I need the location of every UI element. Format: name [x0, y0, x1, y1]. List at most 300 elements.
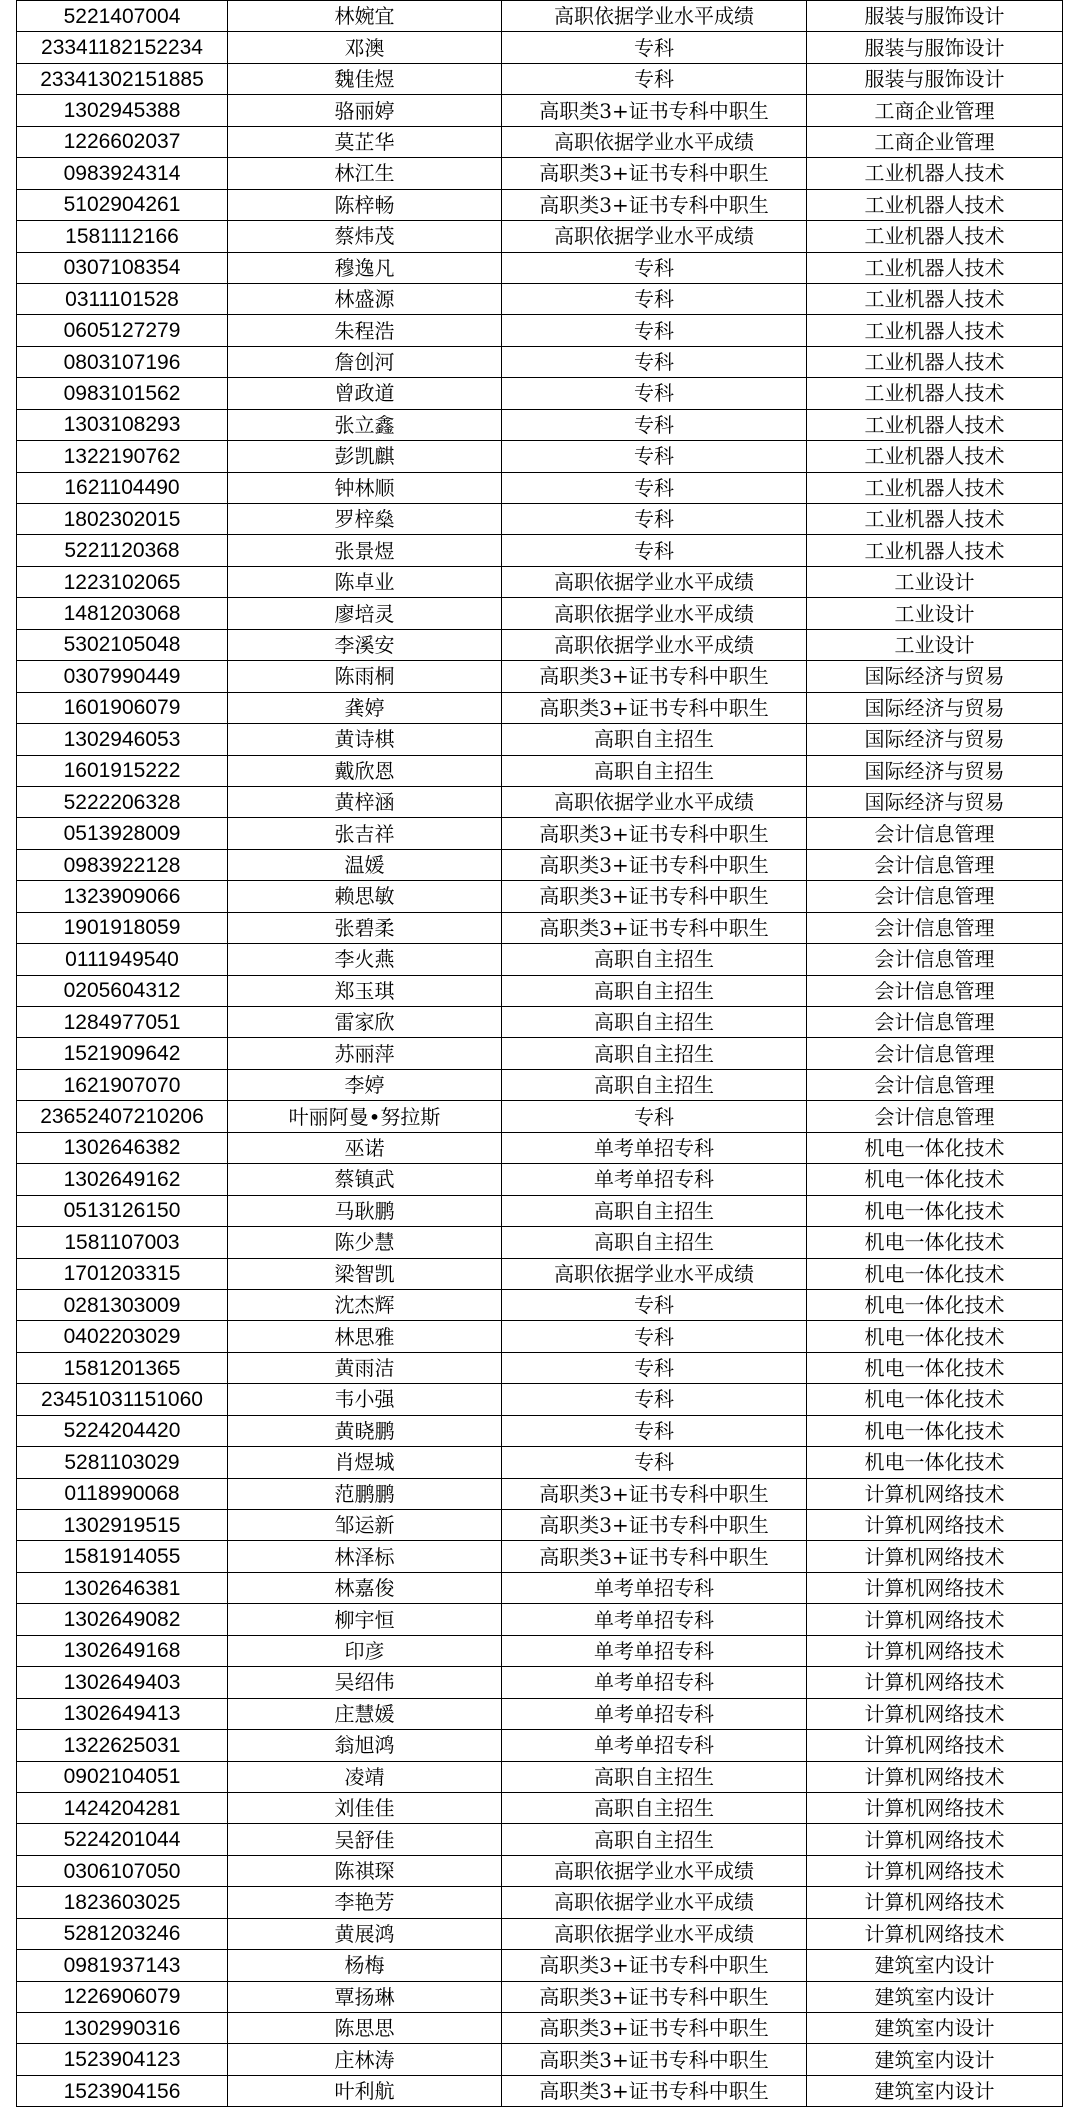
candidate-id-cell: 1302649413	[17, 1698, 228, 1729]
major-cell: 计算机网络技术	[807, 1855, 1063, 1886]
student-name-cell: 巫诺	[228, 1132, 502, 1163]
admission-type-cell: 高职类3+证书专科中职生	[502, 2044, 807, 2075]
admission-type-cell: 专科	[502, 409, 807, 440]
admission-type-cell: 高职依据学业水平成绩	[502, 1855, 807, 1886]
admission-type-cell: 高职自主招生	[502, 1761, 807, 1792]
admission-type-cell: 单考单招专科	[502, 1635, 807, 1666]
major-cell: 工业机器人技术	[807, 441, 1063, 472]
student-name-cell: 陈梓畅	[228, 189, 502, 220]
table-row	[17, 1258, 1063, 1289]
admission-type-cell: 专科	[502, 1415, 807, 1446]
admission-type-cell: 高职类3+证书专科中职生	[502, 1478, 807, 1509]
major-cell: 计算机网络技术	[807, 1698, 1063, 1729]
student-name-cell: 林盛源	[228, 283, 502, 314]
student-name-cell: 覃扬琳	[228, 1981, 502, 2012]
student-name-cell: 梁智凯	[228, 1258, 502, 1289]
table-row	[17, 1227, 1063, 1258]
admission-type-cell: 高职自主招生	[502, 1227, 807, 1258]
admission-type-cell: 专科	[502, 504, 807, 535]
admission-type-cell: 专科	[502, 378, 807, 409]
admission-type-cell: 高职类3+证书专科中职生	[502, 158, 807, 189]
table-row	[17, 189, 1063, 220]
candidate-id-cell: 5224201044	[17, 1824, 228, 1855]
student-name-cell: 彭凯麒	[228, 441, 502, 472]
candidate-id-cell: 5224204420	[17, 1415, 228, 1446]
candidate-id-cell: 1303108293	[17, 409, 228, 440]
table-row	[17, 849, 1063, 880]
major-cell: 机电一体化技术	[807, 1289, 1063, 1320]
major-cell: 机电一体化技术	[807, 1415, 1063, 1446]
admission-type-cell: 高职依据学业水平成绩	[502, 1, 807, 32]
admission-type-cell: 专科	[502, 283, 807, 314]
major-cell: 计算机网络技术	[807, 1541, 1063, 1572]
student-name-cell: 陈祺琛	[228, 1855, 502, 1886]
admission-type-cell: 高职依据学业水平成绩	[502, 1887, 807, 1918]
candidate-id-cell: 1523904123	[17, 2044, 228, 2075]
candidate-id-cell: 1523904156	[17, 2075, 228, 2106]
candidate-id-cell: 5221120368	[17, 535, 228, 566]
admission-type-cell: 高职依据学业水平成绩	[502, 598, 807, 629]
student-name-cell: 李火燕	[228, 944, 502, 975]
admission-type-cell: 专科	[502, 1352, 807, 1383]
student-name-cell: 凌靖	[228, 1761, 502, 1792]
candidate-id-cell: 1521909642	[17, 1038, 228, 1069]
student-name-cell: 陈卓业	[228, 566, 502, 597]
admission-type-cell: 高职自主招生	[502, 1824, 807, 1855]
table-row	[17, 252, 1063, 283]
table-row	[17, 1541, 1063, 1572]
admission-type-cell: 专科	[502, 472, 807, 503]
candidate-id-cell: 5302105048	[17, 629, 228, 660]
student-name-cell: 蔡镇武	[228, 1164, 502, 1195]
student-name-cell: 张吉祥	[228, 818, 502, 849]
major-cell: 国际经济与贸易	[807, 724, 1063, 755]
candidate-id-cell: 1302649403	[17, 1667, 228, 1698]
admission-type-cell: 高职依据学业水平成绩	[502, 786, 807, 817]
admission-type-cell: 高职自主招生	[502, 1007, 807, 1038]
candidate-id-cell: 1481203068	[17, 598, 228, 629]
table-row	[17, 1321, 1063, 1352]
table-row	[17, 818, 1063, 849]
major-cell: 计算机网络技术	[807, 1572, 1063, 1603]
table-row	[17, 1, 1063, 32]
candidate-id-cell: 1226906079	[17, 1981, 228, 2012]
major-cell: 会计信息管理	[807, 1101, 1063, 1132]
candidate-id-cell: 1823603025	[17, 1887, 228, 1918]
candidate-id-cell: 1581201365	[17, 1352, 228, 1383]
admission-type-cell: 单考单招专科	[502, 1667, 807, 1698]
admission-type-cell: 高职自主招生	[502, 1792, 807, 1823]
student-name-cell: 庄慧媛	[228, 1698, 502, 1729]
candidate-id-cell: 0983101562	[17, 378, 228, 409]
student-name-cell: 魏佳煜	[228, 63, 502, 94]
admission-type-cell: 高职自主招生	[502, 944, 807, 975]
student-name-cell: 肖煜城	[228, 1447, 502, 1478]
candidate-id-cell: 1226602037	[17, 126, 228, 157]
student-name-cell: 蔡炜茂	[228, 221, 502, 252]
admission-type-cell: 高职依据学业水平成绩	[502, 1918, 807, 1949]
major-cell: 建筑室内设计	[807, 2044, 1063, 2075]
admission-type-cell: 高职自主招生	[502, 975, 807, 1006]
student-name-cell: 林泽标	[228, 1541, 502, 1572]
table-row	[17, 63, 1063, 94]
major-cell: 计算机网络技术	[807, 1604, 1063, 1635]
major-cell: 机电一体化技术	[807, 1164, 1063, 1195]
admission-type-cell: 高职类3+证书专科中职生	[502, 2075, 807, 2106]
student-name-cell: 叶丽阿曼•努拉斯	[228, 1101, 502, 1132]
candidate-id-cell: 1302945388	[17, 95, 228, 126]
student-name-cell: 张景煜	[228, 535, 502, 566]
admission-type-cell: 高职自主招生	[502, 724, 807, 755]
admission-type-cell: 高职类3+证书专科中职生	[502, 881, 807, 912]
student-name-cell: 马耿鹏	[228, 1195, 502, 1226]
candidate-id-cell: 1302649162	[17, 1164, 228, 1195]
admission-type-cell: 高职自主招生	[502, 1069, 807, 1100]
table-row	[17, 1918, 1063, 1949]
admission-type-cell: 高职类3+证书专科中职生	[502, 661, 807, 692]
admission-type-cell: 高职依据学业水平成绩	[502, 1258, 807, 1289]
admission-type-cell: 高职类3+证书专科中职生	[502, 912, 807, 943]
candidate-id-cell: 0118990068	[17, 1478, 228, 1509]
admission-type-cell: 高职类3+证书专科中职生	[502, 1981, 807, 2012]
candidate-id-cell: 1601906079	[17, 692, 228, 723]
student-name-cell: 林江生	[228, 158, 502, 189]
major-cell: 会计信息管理	[807, 975, 1063, 1006]
student-name-cell: 吴舒佳	[228, 1824, 502, 1855]
student-name-cell: 邹运新	[228, 1510, 502, 1541]
table-row	[17, 2044, 1063, 2075]
major-cell: 机电一体化技术	[807, 1321, 1063, 1352]
major-cell: 工业设计	[807, 598, 1063, 629]
student-name-cell: 黄晓鹏	[228, 1415, 502, 1446]
candidate-id-cell: 5281103029	[17, 1447, 228, 1478]
major-cell: 会计信息管理	[807, 912, 1063, 943]
admission-type-cell: 高职类3+证书专科中职生	[502, 189, 807, 220]
student-name-cell: 杨梅	[228, 1950, 502, 1981]
candidate-id-cell: 1581107003	[17, 1227, 228, 1258]
table-row	[17, 881, 1063, 912]
student-name-cell: 吴绍伟	[228, 1667, 502, 1698]
table-row	[17, 1384, 1063, 1415]
major-cell: 会计信息管理	[807, 1007, 1063, 1038]
candidate-id-cell: 1223102065	[17, 566, 228, 597]
major-cell: 工业机器人技术	[807, 315, 1063, 346]
major-cell: 会计信息管理	[807, 881, 1063, 912]
table-row	[17, 786, 1063, 817]
candidate-id-cell: 23341182152234	[17, 32, 228, 63]
major-cell: 机电一体化技术	[807, 1227, 1063, 1258]
admission-type-cell: 高职自主招生	[502, 1195, 807, 1226]
admission-type-cell: 专科	[502, 252, 807, 283]
table-row	[17, 1007, 1063, 1038]
admission-type-cell: 高职自主招生	[502, 755, 807, 786]
admission-type-cell: 单考单招专科	[502, 1132, 807, 1163]
admission-type-cell: 专科	[502, 535, 807, 566]
student-name-cell: 戴欣恩	[228, 755, 502, 786]
admission-type-cell: 高职依据学业水平成绩	[502, 221, 807, 252]
candidate-id-cell: 0513126150	[17, 1195, 228, 1226]
student-name-cell: 钟林顺	[228, 472, 502, 503]
admission-type-cell: 单考单招专科	[502, 1164, 807, 1195]
admission-type-cell: 单考单招专科	[502, 1698, 807, 1729]
candidate-id-cell: 0983922128	[17, 849, 228, 880]
student-name-cell: 黄梓涵	[228, 786, 502, 817]
admission-type-cell: 专科	[502, 1384, 807, 1415]
major-cell: 机电一体化技术	[807, 1132, 1063, 1163]
admission-type-cell: 专科	[502, 1321, 807, 1352]
student-name-cell: 韦小强	[228, 1384, 502, 1415]
student-name-cell: 李艳芳	[228, 1887, 502, 1918]
table-row	[17, 1352, 1063, 1383]
candidate-id-cell: 5221407004	[17, 1, 228, 32]
candidate-id-cell: 1424204281	[17, 1792, 228, 1823]
student-name-cell: 龚婷	[228, 692, 502, 723]
major-cell: 机电一体化技术	[807, 1447, 1063, 1478]
table-row	[17, 912, 1063, 943]
admission-type-cell: 高职类3+证书专科中职生	[502, 849, 807, 880]
table-row	[17, 2013, 1063, 2044]
major-cell: 机电一体化技术	[807, 1352, 1063, 1383]
table-row	[17, 1730, 1063, 1761]
student-name-cell: 莫芷华	[228, 126, 502, 157]
table-row	[17, 1478, 1063, 1509]
candidate-id-cell: 0306107050	[17, 1855, 228, 1886]
major-cell: 工业设计	[807, 566, 1063, 597]
major-cell: 服装与服饰设计	[807, 32, 1063, 63]
table-row	[17, 2075, 1063, 2106]
student-name-cell: 廖培灵	[228, 598, 502, 629]
table-row	[17, 1761, 1063, 1792]
table-row	[17, 692, 1063, 723]
candidate-id-cell: 5222206328	[17, 786, 228, 817]
table-row	[17, 1510, 1063, 1541]
major-cell: 工商企业管理	[807, 95, 1063, 126]
student-name-cell: 骆丽婷	[228, 95, 502, 126]
student-name-cell: 苏丽萍	[228, 1038, 502, 1069]
major-cell: 建筑室内设计	[807, 2013, 1063, 2044]
table-row	[17, 95, 1063, 126]
table-row	[17, 661, 1063, 692]
major-cell: 工业设计	[807, 629, 1063, 660]
candidate-id-cell: 1701203315	[17, 1258, 228, 1289]
candidate-id-cell: 1302946053	[17, 724, 228, 755]
admission-list-body	[17, 1, 1063, 2107]
major-cell: 工业机器人技术	[807, 346, 1063, 377]
candidate-id-cell: 0307108354	[17, 252, 228, 283]
major-cell: 工业机器人技术	[807, 252, 1063, 283]
table-row	[17, 1855, 1063, 1886]
student-name-cell: 张立鑫	[228, 409, 502, 440]
table-row	[17, 1101, 1063, 1132]
student-name-cell: 林思雅	[228, 1321, 502, 1352]
major-cell: 国际经济与贸易	[807, 786, 1063, 817]
candidate-id-cell: 1601915222	[17, 755, 228, 786]
candidate-id-cell: 1323909066	[17, 881, 228, 912]
table-row	[17, 1069, 1063, 1100]
major-cell: 国际经济与贸易	[807, 661, 1063, 692]
admission-type-cell: 专科	[502, 1447, 807, 1478]
major-cell: 建筑室内设计	[807, 1950, 1063, 1981]
admission-type-cell: 高职类3+证书专科中职生	[502, 818, 807, 849]
major-cell: 计算机网络技术	[807, 1792, 1063, 1823]
table-row	[17, 1447, 1063, 1478]
major-cell: 服装与服饰设计	[807, 1, 1063, 32]
major-cell: 机电一体化技术	[807, 1195, 1063, 1226]
candidate-id-cell: 0111949540	[17, 944, 228, 975]
student-name-cell: 张碧柔	[228, 912, 502, 943]
major-cell: 工业机器人技术	[807, 158, 1063, 189]
table-row	[17, 32, 1063, 63]
major-cell: 工业机器人技术	[807, 472, 1063, 503]
admission-type-cell: 高职依据学业水平成绩	[502, 126, 807, 157]
candidate-id-cell: 23652407210206	[17, 1101, 228, 1132]
major-cell: 工业机器人技术	[807, 535, 1063, 566]
student-name-cell: 詹创河	[228, 346, 502, 377]
table-row	[17, 1572, 1063, 1603]
student-name-cell: 李婷	[228, 1069, 502, 1100]
table-row	[17, 566, 1063, 597]
table-row	[17, 755, 1063, 786]
candidate-id-cell: 0311101528	[17, 283, 228, 314]
major-cell: 计算机网络技术	[807, 1824, 1063, 1855]
candidate-id-cell: 0803107196	[17, 346, 228, 377]
candidate-id-cell: 1621907070	[17, 1069, 228, 1100]
candidate-id-cell: 0307990449	[17, 661, 228, 692]
student-name-cell: 林婉宜	[228, 1, 502, 32]
major-cell: 工业机器人技术	[807, 283, 1063, 314]
major-cell: 计算机网络技术	[807, 1918, 1063, 1949]
major-cell: 工业机器人技术	[807, 189, 1063, 220]
admission-type-cell: 高职自主招生	[502, 1038, 807, 1069]
admission-type-cell: 专科	[502, 1101, 807, 1132]
admission-type-cell: 单考单招专科	[502, 1604, 807, 1635]
major-cell: 工业机器人技术	[807, 378, 1063, 409]
candidate-id-cell: 1901918059	[17, 912, 228, 943]
table-row	[17, 283, 1063, 314]
admission-type-cell: 专科	[502, 441, 807, 472]
student-name-cell: 陈思思	[228, 2013, 502, 2044]
candidate-id-cell: 0402203029	[17, 1321, 228, 1352]
candidate-id-cell: 1802302015	[17, 504, 228, 535]
student-name-cell: 庄林涛	[228, 2044, 502, 2075]
table-row	[17, 409, 1063, 440]
table-row	[17, 1667, 1063, 1698]
admission-type-cell: 专科	[502, 63, 807, 94]
major-cell: 国际经济与贸易	[807, 755, 1063, 786]
admission-type-cell: 高职类3+证书专科中职生	[502, 1541, 807, 1572]
student-name-cell: 陈雨桐	[228, 661, 502, 692]
major-cell: 工业机器人技术	[807, 221, 1063, 252]
table-row	[17, 1981, 1063, 2012]
table-row	[17, 1604, 1063, 1635]
table-row	[17, 598, 1063, 629]
table-row	[17, 472, 1063, 503]
candidate-id-cell: 0513928009	[17, 818, 228, 849]
admission-type-cell: 专科	[502, 346, 807, 377]
table-row	[17, 535, 1063, 566]
major-cell: 工商企业管理	[807, 126, 1063, 157]
student-name-cell: 范鹏鹏	[228, 1478, 502, 1509]
table-row	[17, 724, 1063, 755]
major-cell: 计算机网络技术	[807, 1730, 1063, 1761]
major-cell: 会计信息管理	[807, 818, 1063, 849]
candidate-id-cell: 5281203246	[17, 1918, 228, 1949]
student-name-cell: 翁旭鸿	[228, 1730, 502, 1761]
candidate-id-cell: 1302919515	[17, 1510, 228, 1541]
table-row	[17, 1038, 1063, 1069]
admission-type-cell: 高职类3+证书专科中职生	[502, 1510, 807, 1541]
admission-type-cell: 专科	[502, 1289, 807, 1320]
candidate-id-cell: 0205604312	[17, 975, 228, 1006]
table-row	[17, 315, 1063, 346]
candidate-id-cell: 1322625031	[17, 1730, 228, 1761]
major-cell: 工业机器人技术	[807, 409, 1063, 440]
candidate-id-cell: 23341302151885	[17, 63, 228, 94]
table-row	[17, 441, 1063, 472]
student-name-cell: 朱程浩	[228, 315, 502, 346]
major-cell: 服装与服饰设计	[807, 63, 1063, 94]
major-cell: 会计信息管理	[807, 1069, 1063, 1100]
table-row	[17, 1164, 1063, 1195]
admission-type-cell: 高职依据学业水平成绩	[502, 566, 807, 597]
candidate-id-cell: 0281303009	[17, 1289, 228, 1320]
candidate-id-cell: 5102904261	[17, 189, 228, 220]
admission-type-cell: 高职依据学业水平成绩	[502, 629, 807, 660]
table-row	[17, 158, 1063, 189]
student-name-cell: 黄展鸿	[228, 1918, 502, 1949]
student-name-cell: 黄雨洁	[228, 1352, 502, 1383]
candidate-id-cell: 1581914055	[17, 1541, 228, 1572]
table-row	[17, 126, 1063, 157]
candidate-id-cell: 1284977051	[17, 1007, 228, 1038]
table-row	[17, 1289, 1063, 1320]
table-row	[17, 1950, 1063, 1981]
major-cell: 计算机网络技术	[807, 1635, 1063, 1666]
major-cell: 计算机网络技术	[807, 1478, 1063, 1509]
admission-type-cell: 高职类3+证书专科中职生	[502, 692, 807, 723]
candidate-id-cell: 1302646382	[17, 1132, 228, 1163]
student-name-cell: 罗梓燊	[228, 504, 502, 535]
candidate-id-cell: 1621104490	[17, 472, 228, 503]
student-name-cell: 雷家欣	[228, 1007, 502, 1038]
candidate-id-cell: 0983924314	[17, 158, 228, 189]
candidate-id-cell: 23451031151060	[17, 1384, 228, 1415]
student-name-cell: 邓澳	[228, 32, 502, 63]
student-name-cell: 温媛	[228, 849, 502, 880]
major-cell: 建筑室内设计	[807, 2075, 1063, 2106]
table-row	[17, 1824, 1063, 1855]
student-name-cell: 李溪安	[228, 629, 502, 660]
table-row	[17, 975, 1063, 1006]
table-row	[17, 378, 1063, 409]
candidate-id-cell: 1302649168	[17, 1635, 228, 1666]
candidate-id-cell: 0605127279	[17, 315, 228, 346]
student-name-cell: 赖思敏	[228, 881, 502, 912]
student-name-cell: 沈杰辉	[228, 1289, 502, 1320]
major-cell: 机电一体化技术	[807, 1384, 1063, 1415]
student-name-cell: 林嘉俊	[228, 1572, 502, 1603]
major-cell: 建筑室内设计	[807, 1981, 1063, 2012]
table-row	[17, 221, 1063, 252]
candidate-id-cell: 1302646381	[17, 1572, 228, 1603]
major-cell: 会计信息管理	[807, 944, 1063, 975]
student-name-cell: 穆逸凡	[228, 252, 502, 283]
admission-type-cell: 高职类3+证书专科中职生	[502, 2013, 807, 2044]
candidate-id-cell: 1322190762	[17, 441, 228, 472]
candidate-id-cell: 0902104051	[17, 1761, 228, 1792]
admission-type-cell: 高职类3+证书专科中职生	[502, 1950, 807, 1981]
table-row	[17, 1698, 1063, 1729]
